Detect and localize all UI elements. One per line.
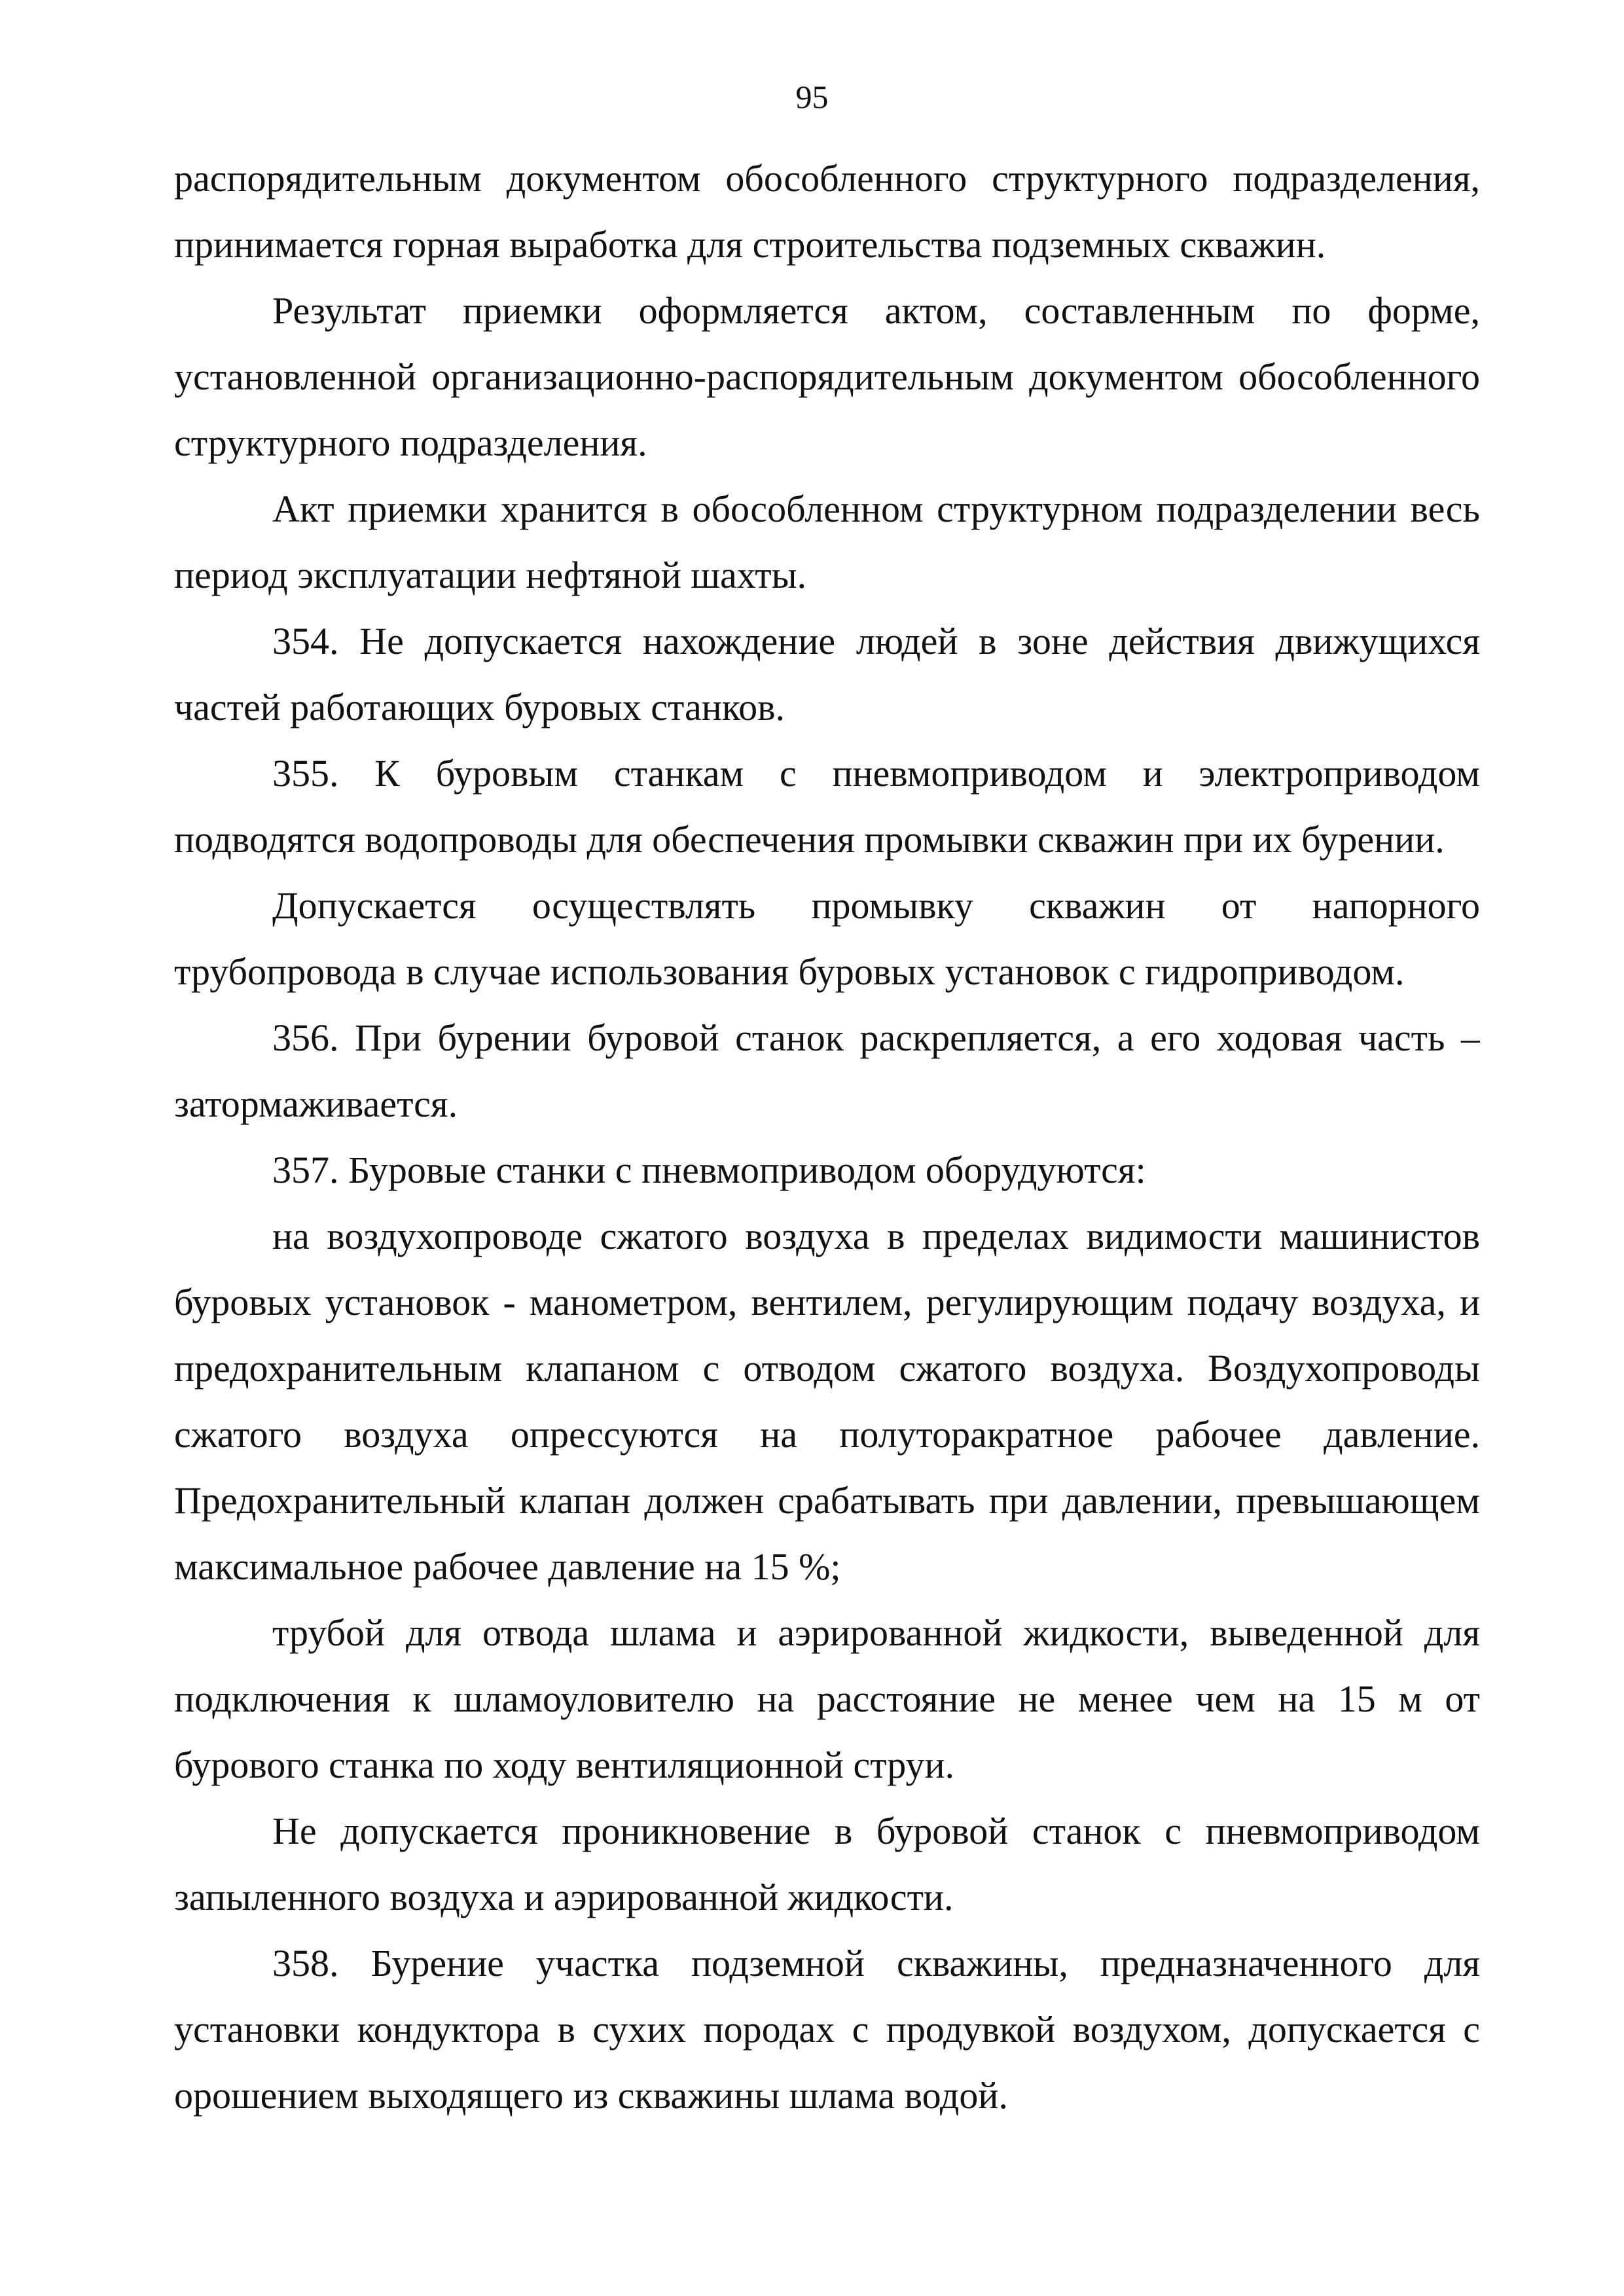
text-line: буровых установок - манометром, вентилем, регулирующим подачу воздуха, и [174,1281,1480,1323]
text-line: Не допускается проникновение в буровой станок с пневмоприводом [272,1810,1480,1852]
paragraph [174,1798,1480,1930]
text-line: принимается горная выработка для строительства подземных скважин. [174,223,1326,266]
text-line: 357. Буровые станки с пневмоприводом оборудуются: [272,1149,1146,1191]
paragraph-354 [174,608,1480,740]
text-line: 358. Бурение участка подземной скважины, предназначенного для [272,1942,1480,1984]
text-line: затормаживается. [174,1083,458,1125]
paragraph [174,872,1480,1005]
text-line: трубопровода в случае использования буровых установок с гидроприводом. [174,950,1405,993]
text-line: Результат приемки оформляется актом, составленным по форме, [272,289,1480,332]
document-body [174,145,1480,2128]
text-line: распорядительным документом обособленного структурного подразделения, [174,157,1480,200]
text-line: Допускается осуществлять промывку скважин от напорного [272,884,1480,927]
page-number: 95 [795,79,829,115]
paragraph [174,145,1480,278]
text-line: орошением выходящего из скважины шлама водой. [174,2074,1008,2117]
text-line: период эксплуатации нефтяной шахты. [174,554,807,596]
text-line: максимальное рабочее давление на 15 %; [174,1545,841,1588]
text-line: 354. Не допускается нахождение людей в зоне действия движущихся [272,620,1480,662]
paragraph [174,476,1480,608]
text-line: бурового станка по ходу вентиляционной струи. [174,1744,955,1786]
text-line: структурного подразделения. [174,422,647,464]
paragraph [174,1203,1480,1600]
text-line: Предохранительный клапан должен срабатывать при давлении, превышающем [174,1479,1480,1522]
text-line: подводятся водопроводы для обеспечения промывки скважин при их бурении. [174,818,1445,861]
text-line: на воздухопроводе сжатого воздуха в пределах видимости машинистов [272,1215,1480,1257]
text-line: Акт приемки хранится в обособленном структурном подразделении весь [272,488,1480,530]
paragraph [174,278,1480,476]
text-line: частей работающих буровых станков. [174,686,785,728]
text-line: установленной организационно-распорядительным документом обособленного [174,355,1480,398]
text-line: предохранительным клапаном с отводом сжатого воздуха. Воздухопроводы [174,1347,1480,1390]
text-line: 355. К буровым станкам с пневмоприводом и электроприводом [272,752,1480,795]
paragraph [174,1600,1480,1798]
text-line: 356. При бурении буровой станок раскрепляется, а его ходовая часть – [272,1016,1480,1059]
text-line: запыленного воздуха и аэрированной жидкости. [174,1876,954,1918]
paragraph-356 [174,1005,1480,1137]
paragraph-358 [174,1930,1480,2128]
paragraph-357 [174,1137,1480,1203]
text-line: трубой для отвода шлама и аэрированной жидкости, выведенной для [272,1611,1480,1654]
text-line: установки кондуктора в сухих породах с продувкой воздухом, допускается с [174,2008,1480,2051]
text-line: сжатого воздуха опрессуются на полуторакратное рабочее давление. [174,1413,1480,1456]
paragraph-355 [174,740,1480,872]
text-line: подключения к шламоуловителю на расстояние не менее чем на 15 м от [174,1677,1480,1720]
